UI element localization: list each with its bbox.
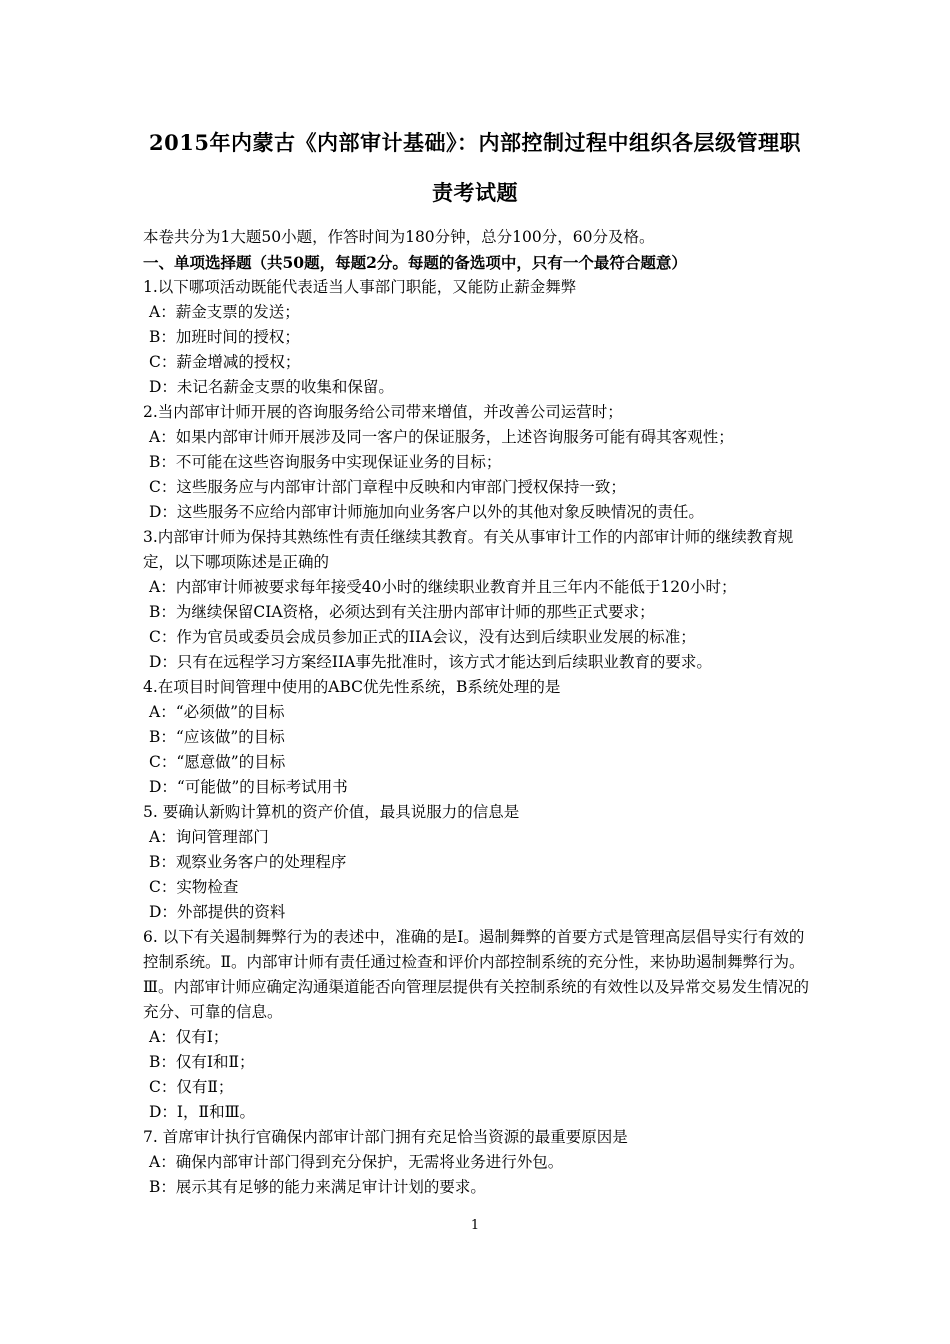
question-stem: 2.当内部审计师开展的咨询服务给公司带来增值，并改善公司运营时； xyxy=(143,403,623,421)
option-d: D：“可能做”的目标考试用书 xyxy=(149,778,348,796)
question-1 xyxy=(143,275,815,400)
document-title-line-2: 责考试题 xyxy=(432,180,518,205)
page-number: 1 xyxy=(470,1218,480,1233)
option-c: C：作为官员或委员会成员参加正式的IIA会议，没有达到后续职业发展的标准； xyxy=(149,628,696,646)
option-c: C：实物检查 xyxy=(149,878,239,896)
document-body xyxy=(143,225,815,1200)
option-d: D：未记名薪金支票的收集和保留。 xyxy=(149,378,394,396)
option-d: D：Ⅰ，Ⅱ和Ⅲ。 xyxy=(149,1103,256,1121)
question-stem: 6. 以下有关遏制舞弊行为的表述中，准确的是Ⅰ。遏制舞弊的首要方式是管理高层倡导实行有效的控制系统。Ⅱ。内部审计师有责任通过检查和评价内部控制系统的充分性，来协助遏制舞弊行为。Ⅲ。内部审计师应确定沟通渠道能否向管理层提供有关控制系统的有效性以及异常交易发生情况的充分、可靠的信息。 xyxy=(143,928,809,1021)
question-stem: 4.在项目时间管理中使用的ABC优先性系统，B系统处理的是 xyxy=(143,678,561,696)
question-stem: 5. 要确认新购计算机的资产价值，最具说服力的信息是 xyxy=(143,803,520,821)
option-c: C：薪金增减的授权； xyxy=(149,353,301,371)
option-a: A：“必须做”的目标 xyxy=(149,703,285,721)
option-a: A：如果内部审计师开展涉及同一客户的保证服务，上述咨询服务可能有碍其客观性； xyxy=(149,428,734,446)
option-d: D：只有在远程学习方案经IIA事先批准时，该方式才能达到后续职业教育的要求。 xyxy=(149,653,712,671)
option-a: A：内部审计师被要求每年接受40小时的继续职业教育并且三年内不能低于120小时； xyxy=(149,578,737,596)
document-title-line-1: 2015年内蒙古《内部审计基础》：内部控制过程中组织各层级管理职 xyxy=(149,130,801,155)
section-heading: 一、单项选择题（共50题，每题2分。每题的备选项中，只有一个最符合题意） xyxy=(143,253,687,272)
question-stem: 7. 首席审计执行官确保内部审计部门拥有充足恰当资源的最重要原因是 xyxy=(143,1128,628,1146)
option-c: C：这些服务应与内部审计部门章程中反映和内审部门授权保持一致； xyxy=(149,478,626,496)
question-stem: 1.以下哪项活动既能代表适当人事部门职能，又能防止薪金舞弊 xyxy=(143,278,577,296)
option-d: D：这些服务不应给内部审计师施加向业务客户以外的其他对象反映情况的责任。 xyxy=(149,503,704,521)
option-a: A：确保内部审计部门得到充分保护，无需将业务进行外包。 xyxy=(149,1153,564,1171)
option-d: D：外部提供的资料 xyxy=(149,903,286,921)
option-c: C：“愿意做”的目标 xyxy=(149,753,286,771)
option-b: B：加班时间的授权； xyxy=(149,328,300,346)
question-5 xyxy=(143,800,815,925)
option-c: C：仅有Ⅱ； xyxy=(149,1078,234,1096)
question-6 xyxy=(143,925,815,1125)
question-stem: 3.内部审计师为保持其熟练性有责任继续其教育。有关从事审计工作的内部审计师的继续教育规定，以下哪项陈述是正确的 xyxy=(143,528,794,571)
question-3 xyxy=(143,525,815,675)
question-2 xyxy=(143,400,815,525)
option-b: B：不可能在这些咨询服务中实现保证业务的目标； xyxy=(149,453,502,471)
option-b: B：为继续保留CIA资格，必须达到有关注册内部审计师的那些正式要求； xyxy=(149,603,655,621)
option-a: A：薪金支票的发送； xyxy=(149,303,300,321)
option-a: A：询问管理部门 xyxy=(149,828,269,846)
option-b: B：仅有Ⅰ和Ⅱ； xyxy=(149,1053,255,1071)
option-b: B：“应该做”的目标 xyxy=(149,728,285,746)
exam-intro: 本卷共分为1大题50小题，作答时间为180分钟，总分100分，60分及格。 xyxy=(143,228,655,246)
question-4 xyxy=(143,675,815,800)
option-a: A：仅有Ⅰ； xyxy=(149,1028,229,1046)
option-b: B：观察业务客户的处理程序 xyxy=(149,853,347,871)
question-7 xyxy=(143,1125,815,1200)
option-b: B：展示其有足够的能力来满足审计计划的要求。 xyxy=(149,1178,486,1196)
